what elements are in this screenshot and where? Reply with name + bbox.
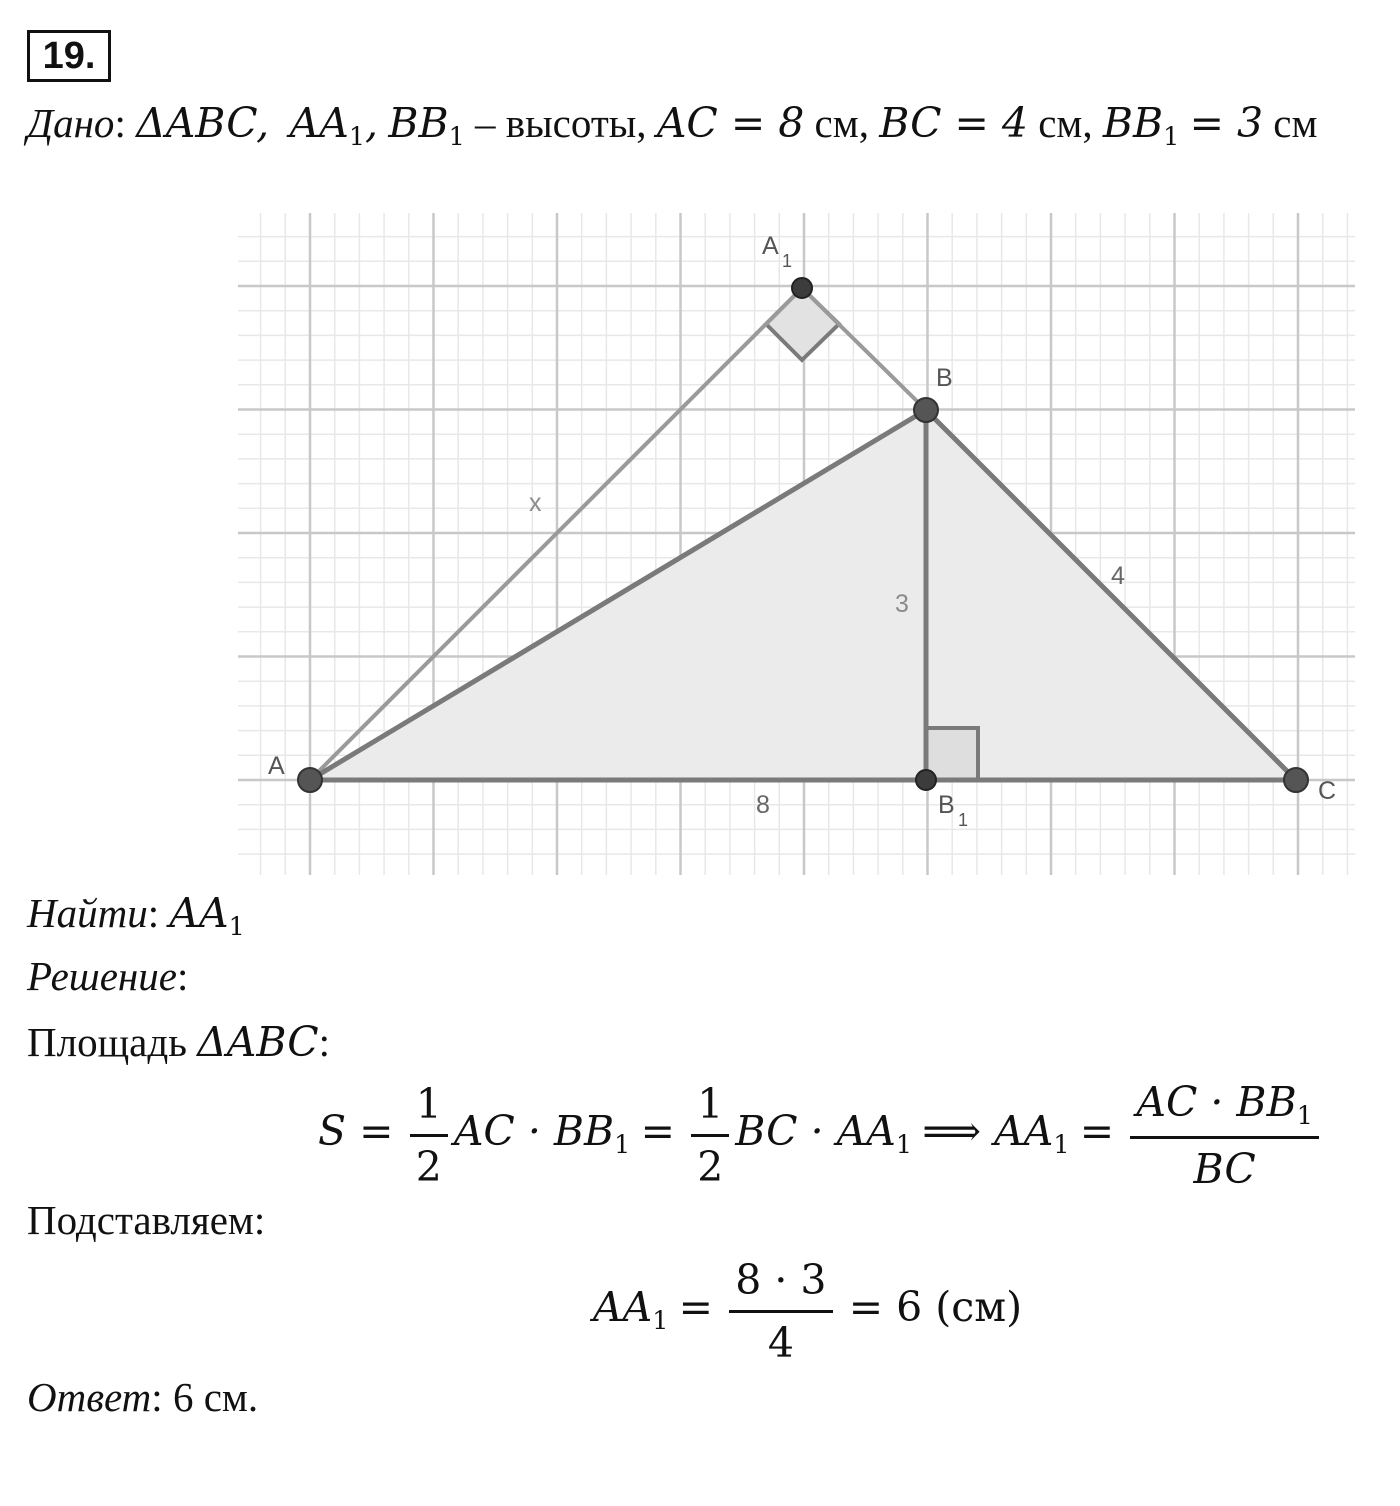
given-bb: BB xyxy=(1102,99,1164,147)
area-triangle: ΔABC xyxy=(197,1018,319,1066)
label-a1: A xyxy=(762,232,779,260)
area-text: Площадь xyxy=(27,1019,187,1065)
label-side-8: 8 xyxy=(756,791,770,819)
answer-value: 6 см. xyxy=(172,1374,259,1420)
given-label: Дано xyxy=(27,100,115,146)
substitute-text: Подставляем: xyxy=(27,1197,266,1243)
calc-result: = 6 (см) xyxy=(848,1282,1023,1331)
answer-label: Ответ xyxy=(27,1374,152,1420)
given-ac: AC = 8 xyxy=(656,99,805,147)
find-label: Найти xyxy=(27,890,148,936)
fraction-calc: $\frac{8 \cdot 3}{4}$ xyxy=(729,1256,832,1367)
point-a xyxy=(298,768,322,792)
solution-label: Решение xyxy=(27,953,177,999)
label-side-3: 3 xyxy=(895,590,909,618)
calculation: $AA_1$ = $\frac{8 \cdot 3}{4}$ = 6 (см) xyxy=(593,1256,1023,1367)
fraction-half-2: $\frac{1}{2}$ xyxy=(691,1080,729,1191)
label-a1-sub: 1 xyxy=(782,251,793,271)
label-b: B xyxy=(936,364,953,392)
given-heights-text: – высоты, xyxy=(475,100,647,146)
area-line: Площадь ΔABC: xyxy=(27,1018,331,1066)
right-angle-b1 xyxy=(926,728,978,780)
given-line: Дано: ΔABC, $AA_1$, $BB_1$ – высоты, AC = 8 см, BC = 4 см, $BB_1 = 3$ см xyxy=(27,99,1318,152)
label-b1: B xyxy=(938,791,955,819)
label-side-x: x xyxy=(529,489,542,517)
label-b1-sub: 1 xyxy=(958,810,969,830)
point-b1 xyxy=(916,770,936,790)
given-bc: BC = 4 xyxy=(879,99,1028,147)
point-a1 xyxy=(792,278,812,298)
extension-bc xyxy=(802,288,926,410)
label-c: C xyxy=(1318,777,1337,805)
given-triangle: ΔABC, xyxy=(136,99,270,147)
label-a: A xyxy=(268,752,285,780)
problem-number: 19. xyxy=(27,30,111,82)
point-c xyxy=(1284,768,1308,792)
fraction-half-1: $\frac{1}{2}$ xyxy=(410,1080,448,1191)
find-value: AA xyxy=(169,889,229,937)
substitute-line xyxy=(27,1197,266,1243)
fraction-aa1: $\frac{AC \cdot BB_1}{BC}$ xyxy=(1130,1078,1319,1193)
label-side-4: 4 xyxy=(1111,562,1125,590)
point-b xyxy=(914,398,938,422)
area-formula: S = $\frac{1}{2}$ AC · $BB_1$ = $\frac{1}{2}$ BC · $AA_1$ ⟹ $AA_1$ = $\frac{AC \cdot BB_1}{BC}$ xyxy=(318,1078,1325,1193)
answer-line: Ответ: 6 см. xyxy=(27,1374,259,1420)
solution-line: Решение: xyxy=(27,953,189,999)
find-line: Найти: $AA_1$ xyxy=(27,889,245,942)
